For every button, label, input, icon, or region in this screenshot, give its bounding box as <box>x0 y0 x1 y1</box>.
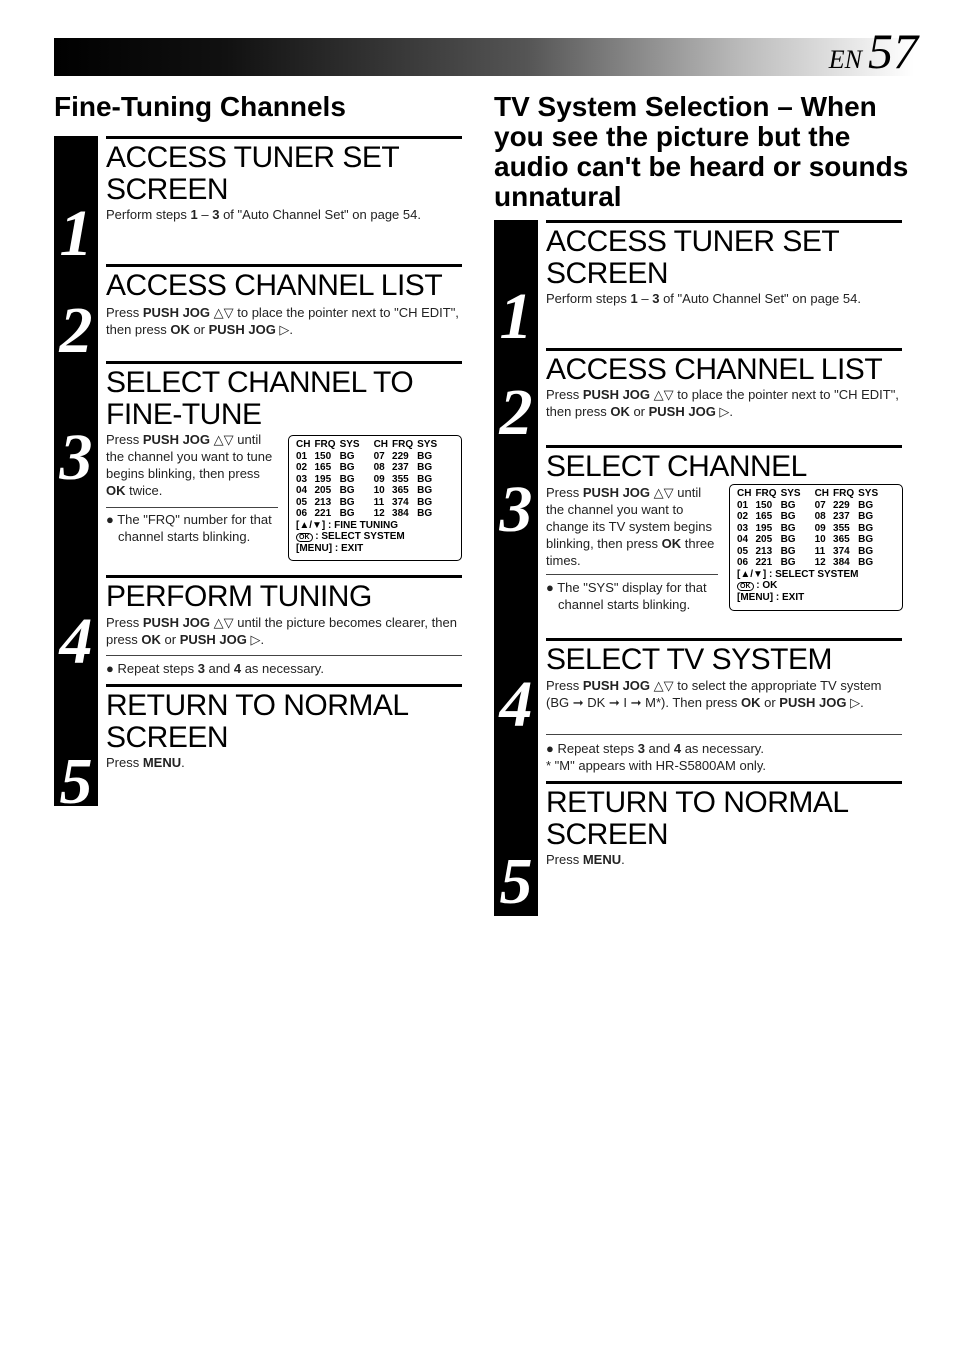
text-run: . <box>181 755 185 770</box>
channel-cell: 12 <box>814 557 826 568</box>
channel-cell: BG <box>339 462 355 473</box>
step-rule <box>546 638 902 641</box>
bold-term: 1 <box>630 291 638 306</box>
step-rule <box>546 220 902 223</box>
bold-term: PUSH JOG <box>142 615 211 630</box>
step-heading: ACCESS TUNER SET SCREEN <box>546 225 839 290</box>
step-instructions <box>546 677 886 711</box>
text-run: △▽ to place the pointer next to "CH EDIT", then press <box>546 387 899 419</box>
channel-cell: 05 <box>296 496 308 508</box>
step-number: 2 <box>59 294 93 367</box>
channel-cell: 213 <box>314 496 332 508</box>
text-run: Perform steps <box>546 291 631 306</box>
text-run: Press <box>546 678 583 693</box>
channel-cell: BG <box>339 508 355 519</box>
section-title-tv-system: TV System Selection – When you see the picture but the audio can't be heard or sounds unnatural <box>494 91 909 212</box>
channel-cell: BG <box>339 496 355 508</box>
channel-cell: BG <box>858 522 874 534</box>
text-run: or <box>160 632 180 647</box>
bold-term: MENU <box>142 755 182 770</box>
table-row <box>737 511 882 523</box>
page-number <box>829 22 918 80</box>
text-run: Press <box>546 852 583 867</box>
channel-cell: 355 <box>392 473 409 485</box>
step-instructions <box>106 304 462 338</box>
step-instructions <box>106 614 462 648</box>
table-row <box>296 497 441 509</box>
bold-term: PUSH JOG <box>179 632 247 647</box>
note-divider <box>546 574 718 575</box>
channel-cell: SYS <box>339 439 360 450</box>
bold-term: OK <box>740 695 761 710</box>
screen-help-text: : OK <box>753 580 778 591</box>
text-run: . <box>621 852 625 867</box>
step-heading: SELECT CHANNEL <box>546 450 807 483</box>
channel-cell: 229 <box>392 450 409 462</box>
step-note: ● The "SYS" display for that channel starts blinking. <box>546 580 707 612</box>
screen-help-line <box>296 531 461 543</box>
channel-cell: BG <box>780 534 796 545</box>
step-number: 3 <box>59 421 93 494</box>
channel-cell: 09 <box>373 473 385 485</box>
text-run: △▽ until the channel you want to change its TV system begins blinking, then press <box>546 485 712 551</box>
channel-cell: 374 <box>392 496 409 508</box>
step-rule <box>106 264 462 267</box>
channel-cell: 365 <box>833 534 850 545</box>
ok-button-icon: OK <box>737 582 754 591</box>
channel-cell: 09 <box>814 522 826 534</box>
bold-term: OK <box>661 536 682 551</box>
channel-cell: 02 <box>296 462 308 473</box>
bold-term: PUSH JOG <box>208 322 276 337</box>
channel-cell: 384 <box>833 557 850 568</box>
channel-cell: 374 <box>833 545 850 557</box>
step-number: 3 <box>499 473 533 546</box>
bold-term: 3 <box>212 207 220 222</box>
bold-term: 1 <box>190 207 198 222</box>
step-heading: ACCESS CHANNEL LIST <box>546 353 883 386</box>
channel-cell: 195 <box>755 522 773 534</box>
channel-cell: 08 <box>373 462 385 473</box>
step-rule <box>546 445 902 448</box>
table-row <box>737 500 882 512</box>
channel-cell: BG <box>417 508 433 519</box>
text-run: ▷. <box>715 404 734 419</box>
text-run: or <box>189 322 209 337</box>
channel-cell: 221 <box>314 508 332 519</box>
channel-list-screen <box>729 484 903 611</box>
text-run: △▽ to place the pointer next to "CH EDIT", then press <box>106 305 459 337</box>
table-row <box>737 534 882 546</box>
channel-table <box>296 439 441 520</box>
step-number: 4 <box>499 668 533 741</box>
step-heading: ACCESS CHANNEL LIST <box>106 269 443 302</box>
channel-cell: BG <box>417 485 433 496</box>
table-row <box>296 474 441 486</box>
text-run: Press <box>546 485 583 500</box>
text-run: – <box>197 207 213 222</box>
channel-cell: FRQ <box>392 439 414 450</box>
screen-help-line: [▲/▼] : FINE TUNING <box>296 519 399 531</box>
text-run: Press <box>106 305 143 320</box>
step-rule <box>546 348 902 351</box>
step-note <box>106 660 462 677</box>
step-number: 5 <box>59 745 93 818</box>
channel-cell: FRQ <box>314 439 336 450</box>
step-instructions <box>546 851 902 868</box>
step-number: 1 <box>59 197 93 270</box>
text-run: △▽ to select the appropriate TV system (BG ➞ DK ➞ I ➞ M*). Then press <box>546 678 882 710</box>
channel-cell: 365 <box>392 485 409 496</box>
channel-cell: 205 <box>755 534 773 545</box>
text-run: three times. <box>546 536 715 568</box>
channel-cell: 195 <box>314 473 332 485</box>
text-run: Press <box>106 432 143 447</box>
text-run: as necessary. <box>241 661 324 676</box>
channel-cell: SYS <box>858 488 879 499</box>
text-run: △▽ until the channel you want to tune begins blinking, then press <box>106 432 273 481</box>
screen-help-line: [▲/▼] : SELECT SYSTEM <box>737 568 859 580</box>
channel-cell: 02 <box>737 511 749 522</box>
step-heading: ACCESS TUNER SET SCREEN <box>106 141 399 206</box>
table-row <box>737 546 882 558</box>
text-run: △▽ until the picture becomes clearer, then press <box>106 615 457 647</box>
bold-term: OK <box>610 404 630 419</box>
text-run: ▷. <box>246 632 265 647</box>
text-run: ● Repeat steps <box>106 661 198 676</box>
channel-cell: SYS <box>780 488 801 499</box>
table-header-row <box>737 488 882 500</box>
channel-cell: BG <box>417 462 433 473</box>
text-run: and <box>204 661 234 676</box>
channel-cell: CH <box>814 488 830 499</box>
bold-term: PUSH JOG <box>648 404 716 419</box>
channel-cell: 150 <box>755 499 773 511</box>
channel-cell: BG <box>339 485 355 496</box>
screen-help-line: [MENU] : EXIT <box>737 591 805 603</box>
channel-cell: CH <box>296 439 311 450</box>
table-row <box>296 485 441 497</box>
channel-cell: FRQ <box>833 488 855 499</box>
bold-term: 4 <box>233 661 242 676</box>
channel-cell: FRQ <box>755 488 777 499</box>
bold-term: OK <box>170 322 190 337</box>
table-row <box>737 557 882 569</box>
step-heading: RETURN TO NORMAL SCREEN <box>106 689 408 754</box>
text-run: ● Repeat steps <box>546 741 638 756</box>
table-row <box>296 451 441 463</box>
table-row <box>296 508 441 520</box>
channel-cell: 213 <box>755 545 773 557</box>
channel-cell: 11 <box>373 496 385 508</box>
channel-cell: 221 <box>755 557 773 568</box>
bold-term: 3 <box>197 661 205 676</box>
language-label: EN <box>828 45 862 74</box>
bold-term: PUSH JOG <box>142 305 211 320</box>
channel-cell: CH <box>737 488 752 499</box>
channel-cell: 205 <box>314 485 332 496</box>
step-heading: SELECT CHANNEL TO FINE-TUNE <box>106 366 414 431</box>
channel-cell: 229 <box>833 499 850 511</box>
note-divider <box>106 507 278 508</box>
channel-cell: 05 <box>737 545 749 557</box>
text-run: ▷. <box>846 695 864 710</box>
channel-cell: BG <box>780 522 796 534</box>
note-divider <box>546 734 902 735</box>
step-rule <box>106 575 462 578</box>
step-number: 5 <box>499 845 533 918</box>
channel-table <box>737 488 882 569</box>
text-run: or <box>760 695 780 710</box>
channel-cell: BG <box>780 499 796 511</box>
channel-cell: 07 <box>373 450 385 462</box>
channel-cell: BG <box>780 557 796 568</box>
step-rule <box>106 684 462 687</box>
bold-term: OK <box>106 483 126 498</box>
channel-cell: SYS <box>417 439 438 450</box>
step-instructions <box>546 484 720 569</box>
bold-term: OK <box>141 632 161 647</box>
text-run: Press <box>106 615 143 630</box>
tv-system-steps <box>494 220 904 916</box>
text-run: as necessary. <box>681 741 764 756</box>
step-instructions <box>106 754 462 771</box>
channel-cell: BG <box>858 557 874 568</box>
text-run: – <box>637 291 653 306</box>
text-run: Press <box>106 755 143 770</box>
text-run: or <box>629 404 649 419</box>
ok-button-icon: OK <box>296 533 313 542</box>
channel-cell: 10 <box>814 534 826 545</box>
channel-cell: BG <box>417 450 433 462</box>
section-title-fine-tuning: Fine-Tuning Channels <box>54 91 346 122</box>
text-run: Press <box>546 387 583 402</box>
channel-cell: 165 <box>314 462 332 473</box>
channel-cell: 04 <box>737 534 749 545</box>
channel-cell: 237 <box>392 462 409 473</box>
step-rule <box>546 781 902 784</box>
channel-cell: 384 <box>392 508 409 519</box>
screen-help-text: : SELECT SYSTEM <box>312 531 405 542</box>
bold-term: PUSH JOG <box>779 695 847 710</box>
channel-cell: 01 <box>737 499 749 511</box>
bold-term: PUSH JOG <box>582 678 651 693</box>
channel-cell: BG <box>780 545 796 557</box>
text-run: of "Auto Channel Set" on page 54. <box>659 291 861 306</box>
channel-cell: 165 <box>755 511 773 522</box>
step-number: 1 <box>499 280 533 353</box>
step-instructions <box>546 386 902 420</box>
text-run: ▷. <box>275 322 294 337</box>
channel-cell: 03 <box>296 473 308 485</box>
bold-term: PUSH JOG <box>142 432 211 447</box>
bold-term: PUSH JOG <box>582 387 651 402</box>
channel-cell: CH <box>373 439 389 450</box>
table-row <box>296 462 441 474</box>
channel-cell: 03 <box>737 522 749 534</box>
channel-cell: BG <box>858 545 874 557</box>
channel-cell: 06 <box>296 508 308 519</box>
step-instructions <box>546 290 902 307</box>
table-header-row <box>296 439 441 451</box>
step-instructions <box>106 431 278 499</box>
note-divider <box>106 655 462 656</box>
channel-cell: BG <box>339 450 355 462</box>
screen-help-line <box>737 580 902 592</box>
channel-cell: BG <box>858 511 874 522</box>
step-number: 4 <box>59 605 93 678</box>
step-heading: SELECT TV SYSTEM <box>546 643 832 676</box>
step-note <box>546 740 902 757</box>
text-run: of "Auto Channel Set" on page 54. <box>219 207 421 222</box>
channel-cell: BG <box>858 534 874 545</box>
bold-term: 3 <box>637 741 645 756</box>
channel-cell: 06 <box>737 557 749 568</box>
fine-tuning-steps <box>54 136 464 818</box>
step-note: ● The "FRQ" number for that channel starts blinking. <box>106 512 272 544</box>
channel-cell: BG <box>417 473 433 485</box>
page-number-value: 57 <box>868 23 918 79</box>
channel-cell: BG <box>858 499 874 511</box>
channel-cell: 01 <box>296 450 308 462</box>
step-instructions <box>106 206 462 223</box>
text-run: Perform steps <box>106 207 191 222</box>
bold-term: MENU <box>582 852 622 867</box>
channel-cell: BG <box>417 496 433 508</box>
channel-cell: 355 <box>833 522 850 534</box>
channel-cell: 07 <box>814 499 826 511</box>
step-heading: RETURN TO NORMAL SCREEN <box>546 786 848 851</box>
table-row <box>737 523 882 535</box>
step-footnote: * "M" appears with HR-S5800AM only. <box>546 758 766 773</box>
bold-term: 4 <box>673 741 682 756</box>
channel-cell: 10 <box>373 485 385 496</box>
text-run: and <box>644 741 674 756</box>
channel-list-screen <box>288 435 462 561</box>
channel-cell: 12 <box>373 508 385 519</box>
header-gradient-bar <box>54 38 914 76</box>
screen-help-line: [MENU] : EXIT <box>296 542 364 554</box>
channel-cell: 11 <box>814 545 826 557</box>
text-run: twice. <box>125 483 163 498</box>
step-rule <box>106 361 462 364</box>
bold-term: PUSH JOG <box>582 485 651 500</box>
step-number: 2 <box>499 376 533 449</box>
channel-cell: 150 <box>314 450 332 462</box>
step-heading: PERFORM TUNING <box>106 580 372 613</box>
channel-cell: BG <box>780 511 796 522</box>
step-rule <box>106 136 462 139</box>
channel-cell: BG <box>339 473 355 485</box>
bold-term: 3 <box>652 291 660 306</box>
channel-cell: 08 <box>814 511 826 522</box>
channel-cell: 237 <box>833 511 850 522</box>
channel-cell: 04 <box>296 485 308 496</box>
